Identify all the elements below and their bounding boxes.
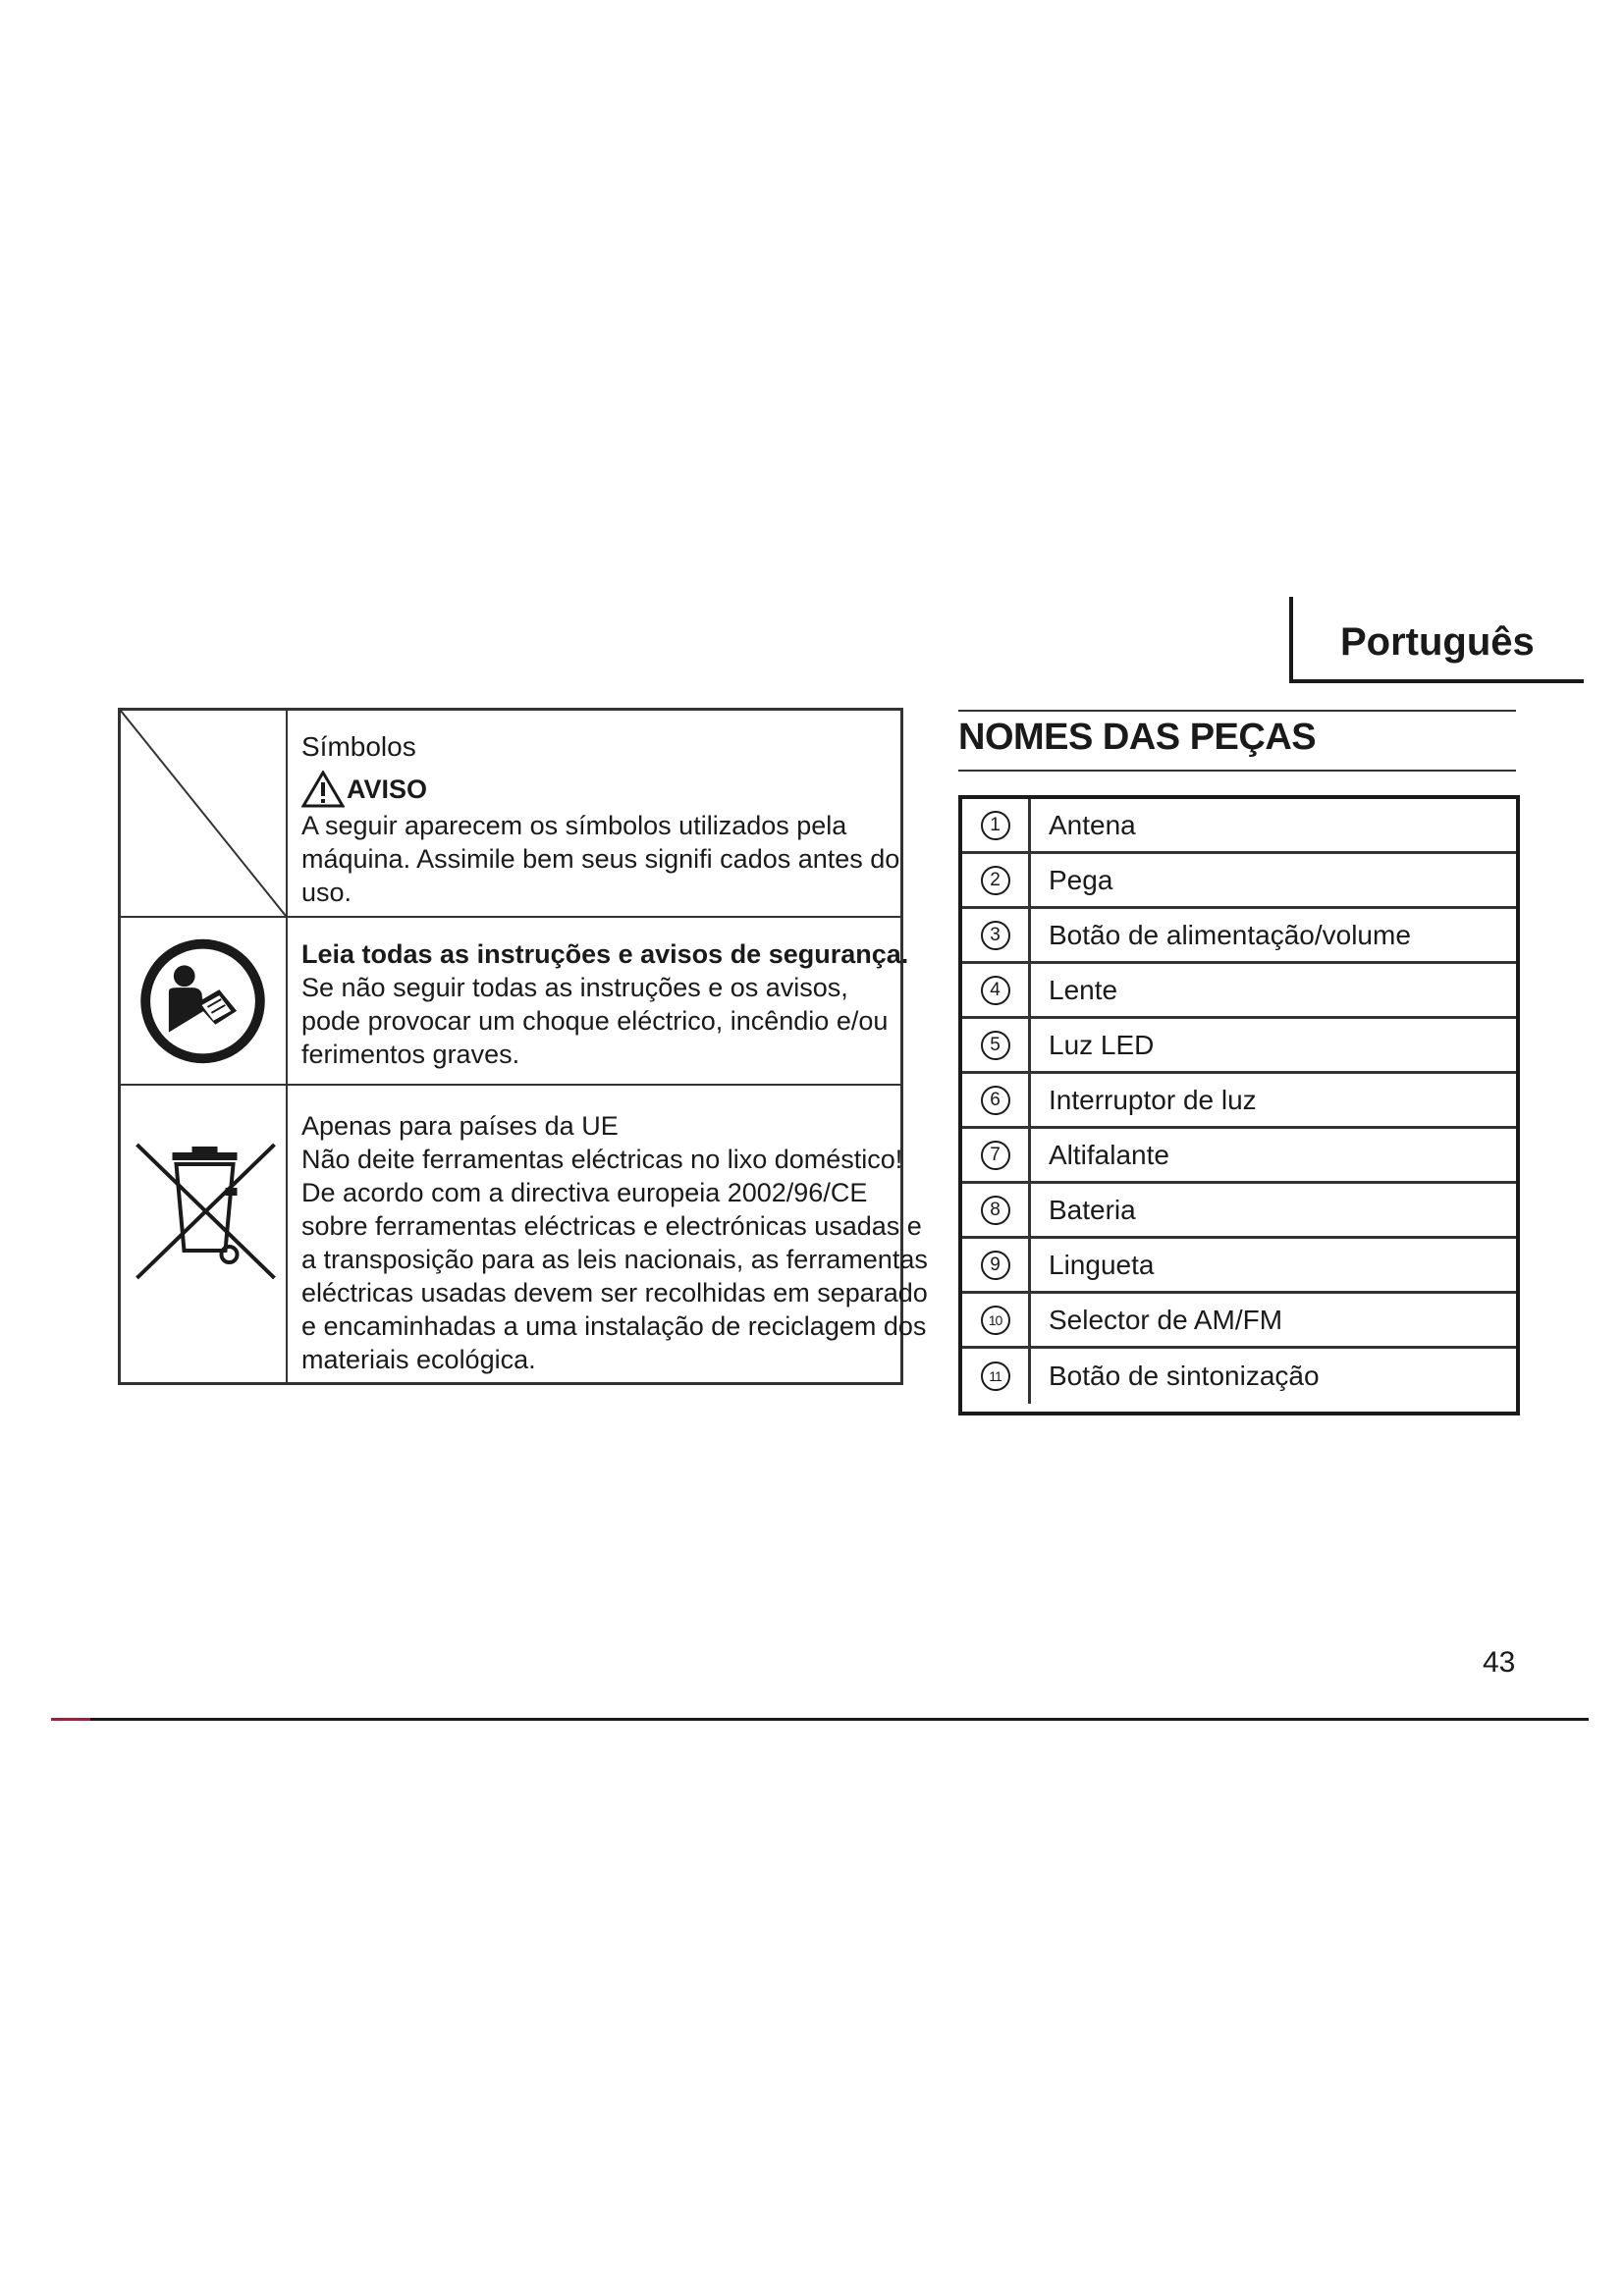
parts-top-rule bbox=[958, 710, 1516, 712]
weee-line: sobre ferramentas eléctricas e electrónicas usadas e bbox=[301, 1211, 922, 1241]
parts-table bbox=[958, 795, 1520, 1415]
part-name: Altifalante bbox=[1049, 1139, 1169, 1170]
weee-line: e encaminhadas a uma instalação de reciclagem dos bbox=[301, 1311, 927, 1341]
part-number: 7 bbox=[981, 1141, 1010, 1170]
symbols-text-line: máquina. Assimile bem seus signifi cados antes do bbox=[301, 844, 900, 874]
parts-row bbox=[962, 1294, 1516, 1349]
parts-row bbox=[962, 1019, 1516, 1074]
part-number: 9 bbox=[981, 1251, 1010, 1280]
weee-line: De acordo com a directiva europeia 2002/96/CE bbox=[301, 1178, 868, 1207]
part-number: 11 bbox=[981, 1362, 1010, 1391]
symbols-text-line: uso. bbox=[301, 878, 352, 907]
parts-row bbox=[962, 1239, 1516, 1294]
read-manual-icon bbox=[121, 918, 286, 1084]
symbols-intro bbox=[301, 711, 900, 916]
parts-row bbox=[962, 1129, 1516, 1184]
parts-number-cell bbox=[962, 1349, 1031, 1404]
parts-row bbox=[962, 1184, 1516, 1239]
parts-number-cell bbox=[962, 799, 1031, 851]
warning-line bbox=[301, 770, 861, 809]
parts-row bbox=[962, 1074, 1516, 1129]
symbols-row bbox=[121, 711, 900, 918]
weee-text bbox=[301, 1086, 928, 1382]
part-name: Antena bbox=[1049, 809, 1136, 840]
icon-cell bbox=[121, 918, 288, 1084]
language-label: Português bbox=[1340, 620, 1535, 664]
parts-row bbox=[962, 909, 1516, 964]
footer-rule bbox=[51, 1718, 1589, 1721]
manual-warning-line: Se não seguir todas as instruções e os avisos, bbox=[301, 973, 848, 1002]
diagonal-cell bbox=[121, 711, 288, 916]
parts-title: NOMES DAS PEÇAS bbox=[958, 717, 1317, 758]
weee-line: a transposição para as leis nacionais, as ferramentas bbox=[301, 1245, 928, 1274]
weee-line: Apenas para países da UE bbox=[301, 1111, 619, 1141]
parts-number-cell bbox=[962, 964, 1031, 1016]
language-tab bbox=[1289, 597, 1584, 683]
parts-number-cell bbox=[962, 1129, 1031, 1181]
warning-label: AVISO bbox=[347, 774, 428, 804]
part-name: Lingueta bbox=[1049, 1249, 1155, 1280]
parts-row bbox=[962, 854, 1516, 909]
part-name: Pega bbox=[1049, 864, 1113, 895]
parts-number-cell bbox=[962, 854, 1031, 906]
part-number: 6 bbox=[981, 1086, 1010, 1115]
part-number: 4 bbox=[981, 976, 1010, 1005]
parts-number-cell bbox=[962, 1239, 1031, 1291]
symbols-row bbox=[121, 1086, 928, 1382]
part-name: Luz LED bbox=[1049, 1029, 1155, 1060]
part-number: 1 bbox=[981, 811, 1010, 840]
parts-bottom-rule bbox=[958, 770, 1516, 772]
symbols-row bbox=[121, 918, 909, 1086]
parts-number-cell bbox=[962, 1294, 1031, 1346]
symbols-heading: Símbolos bbox=[301, 731, 416, 762]
part-number: 2 bbox=[981, 866, 1010, 895]
part-number: 3 bbox=[981, 921, 1010, 950]
crossed-bin-icon bbox=[121, 1086, 286, 1382]
manual-warning-text bbox=[301, 918, 909, 1084]
parts-row bbox=[962, 1349, 1516, 1404]
manual-warning-line: ferimentos graves. bbox=[301, 1040, 520, 1069]
weee-line: eléctricas usadas devem ser recolhidas em separado bbox=[301, 1278, 928, 1308]
warning-triangle-icon bbox=[301, 771, 345, 808]
part-name: Lente bbox=[1049, 974, 1118, 1005]
manual-warning-line: pode provocar um choque eléctrico, incêndio e/ou bbox=[301, 1006, 889, 1036]
part-name: Selector de AM/FM bbox=[1049, 1304, 1283, 1335]
part-number: 8 bbox=[981, 1196, 1010, 1225]
parts-row bbox=[962, 964, 1516, 1019]
part-number: 5 bbox=[981, 1031, 1010, 1060]
part-name: Botão de sintonização bbox=[1049, 1361, 1320, 1391]
page-number: 43 bbox=[1483, 1646, 1516, 1679]
part-name: Interruptor de luz bbox=[1049, 1084, 1257, 1115]
manual-warning-heading: Leia todas as instruções e avisos de segurança. bbox=[301, 939, 909, 969]
symbols-text-line: A seguir aparecem os símbolos utilizados pela bbox=[301, 811, 847, 840]
icon-cell bbox=[121, 1086, 288, 1382]
parts-row bbox=[962, 799, 1516, 854]
part-name: Botão de alimentação/volume bbox=[1049, 919, 1411, 950]
symbols-table bbox=[118, 708, 928, 1385]
diagonal-line-icon bbox=[121, 711, 286, 916]
footer-accent bbox=[51, 1718, 90, 1721]
parts-number-cell bbox=[962, 1019, 1031, 1071]
weee-line: materiais ecológica. bbox=[301, 1345, 536, 1374]
weee-line: Não deite ferramentas eléctricas no lixo doméstico! bbox=[301, 1145, 903, 1174]
parts-number-cell bbox=[962, 1184, 1031, 1236]
parts-number-cell bbox=[962, 1074, 1031, 1126]
part-name: Bateria bbox=[1049, 1194, 1136, 1225]
parts-number-cell bbox=[962, 909, 1031, 961]
part-number: 10 bbox=[981, 1306, 1010, 1335]
